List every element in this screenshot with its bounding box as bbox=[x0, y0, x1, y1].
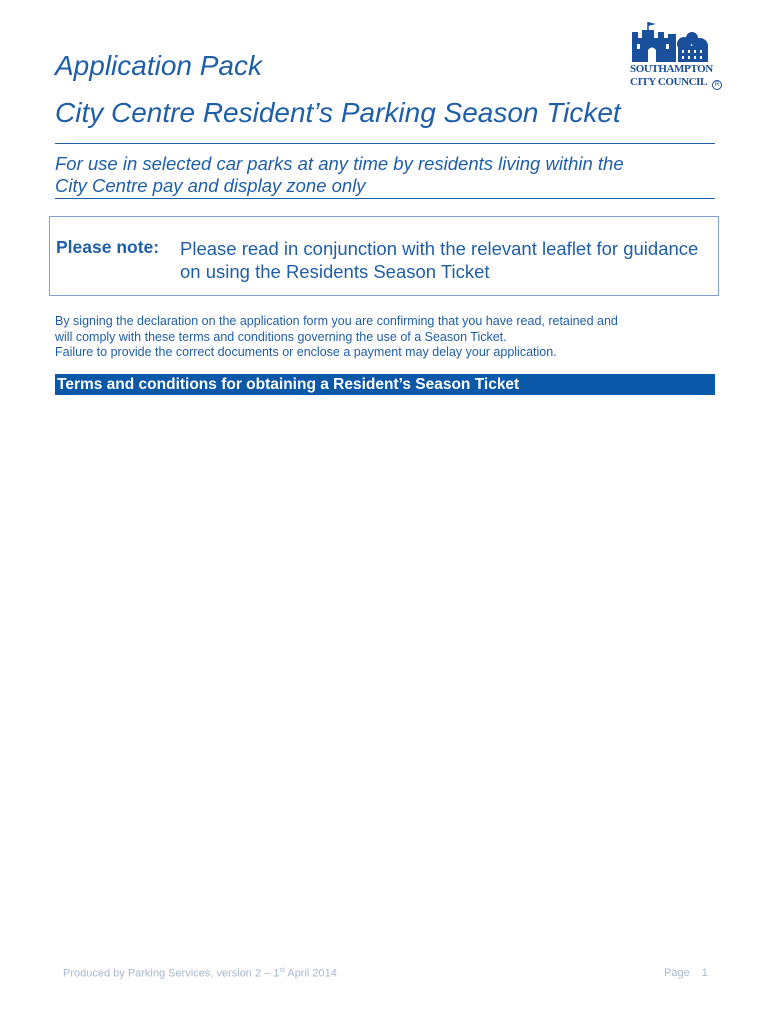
declaration-line3: Failure to provide the correct documents or enclose a payment may delay your application. bbox=[55, 345, 557, 359]
council-logo bbox=[626, 20, 722, 92]
footer-page-num: 1 bbox=[701, 967, 708, 979]
usage-description-line1: For use in selected car parks at any time by residents living within the bbox=[55, 153, 624, 174]
document-title: Application Pack bbox=[55, 50, 263, 81]
logo-text-southampton: SOUTHAMPTON bbox=[630, 63, 713, 75]
usage-description bbox=[55, 153, 715, 197]
castle-crest-icon bbox=[626, 20, 722, 64]
declaration-paragraph bbox=[55, 314, 715, 361]
usage-description-line2: City Centre pay and display zone only bbox=[55, 175, 366, 196]
footer-produced-sup: st bbox=[279, 967, 285, 974]
footer-produced-suffix: April 2014 bbox=[284, 967, 337, 980]
terms-heading: Terms and conditions for obtaining a Resident’s Season Ticket bbox=[57, 376, 520, 393]
footer-page-number bbox=[664, 967, 708, 979]
footer-page-label: Page bbox=[664, 967, 690, 979]
document-subtitle-title: City Centre Resident’s Parking Season Ticket bbox=[55, 97, 621, 128]
footer-produced-by bbox=[63, 967, 337, 980]
terms-section-header bbox=[55, 374, 715, 395]
registered-mark-icon: R bbox=[712, 80, 722, 90]
please-note-label: Please note: bbox=[56, 237, 160, 257]
please-note-text: Please read in conjunction with the relevant leaflet for guidance on using the Residents Season Ticket bbox=[180, 238, 699, 282]
declaration-line1: By signing the declaration on the application form you are confirming that you have read, retained and bbox=[55, 314, 618, 328]
please-note-box bbox=[49, 216, 719, 296]
logo-text-city-council: CITY COUNCIL bbox=[630, 76, 707, 88]
divider-top bbox=[55, 143, 715, 144]
declaration-line2: will comply with these terms and conditions governing the use of a Season Ticket. bbox=[55, 329, 507, 344]
divider-bottom bbox=[55, 198, 715, 199]
footer-produced-prefix: Produced by Parking Services, version 2 – 1 bbox=[63, 967, 280, 980]
